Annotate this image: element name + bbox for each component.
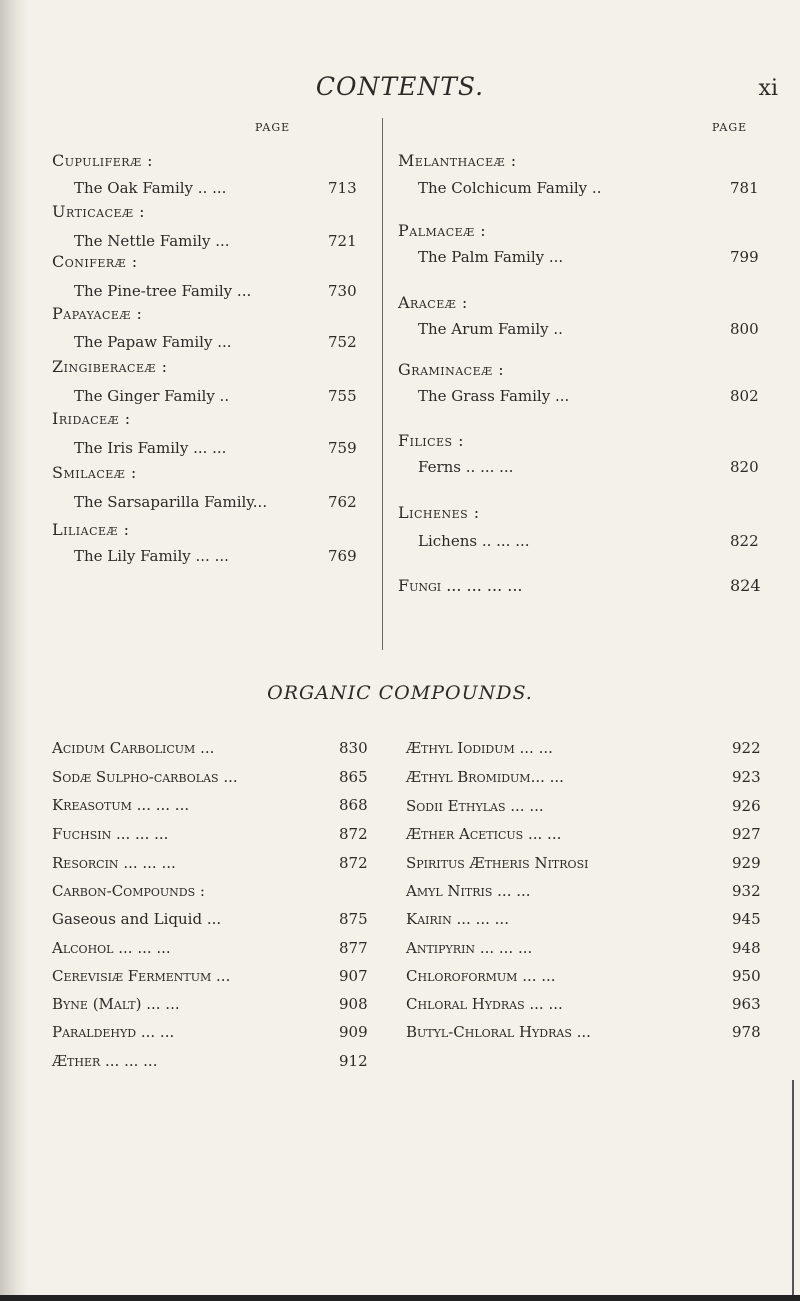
toc-entry [398,575,523,597]
toc-entry [52,937,171,959]
toc-entry-page: 929 [732,854,761,872]
toc-entry-label: The Sarsaparilla Family... [74,493,268,511]
toc-entry-page: 721 [328,232,357,250]
toc-entry [74,545,229,567]
toc-entry-label: The Iris Family ... ... [74,439,227,457]
toc-entry [406,908,509,930]
toc-entry [418,246,563,268]
toc-entry-label: Coniferæ : [52,252,138,271]
toc-entry-page: 912 [339,1052,368,1070]
toc-entry-page: 759 [328,439,357,457]
page-title: CONTENTS. [315,72,485,101]
page-header [0,72,800,112]
toc-entry-label: Antipyrin ... ... ... [406,939,533,957]
toc-entry-label: The Pine-tree Family ... [74,282,252,300]
toc-entry [74,331,232,353]
toc-entry [406,993,563,1015]
toc-entry-label: Resorcin ... ... ... [52,854,176,872]
toc-entry-label: The Palm Family ... [418,248,564,266]
toc-entry-label: The Papaw Family ... [74,333,232,351]
toc-entry-label: Iridaceæ : [52,409,131,428]
toc-entry-page: 945 [732,910,761,928]
toc-entry-label: Lichenes : [398,503,480,522]
toc-heading [398,150,517,172]
toc-entry [406,795,544,817]
toc-entry-page: 978 [732,1023,761,1041]
toc-entry-label: Alcohol ... ... ... [52,939,171,957]
toc-entry-page: 909 [339,1023,368,1041]
toc-entry-label: Lichens .. ... ... [418,532,530,550]
toc-entry [52,794,189,816]
toc-entry-label: Æthyl Bromidum... ... [406,768,564,786]
page-column-header-left: PAGE [255,121,291,134]
toc-entry [74,437,226,459]
toc-entry-page: 950 [732,967,761,985]
toc-entry-page: 752 [328,333,357,351]
toc-heading [52,462,137,484]
toc-entry-page: 908 [339,995,368,1013]
toc-entry-label: Cupuliferæ : [52,151,154,170]
toc-entry-page: 762 [328,493,357,511]
toc-entry [52,880,205,902]
toc-entry-page: 872 [339,854,368,872]
toc-entry-page: 907 [339,967,368,985]
toc-entry-label: Æthyl Iodidum ... ... [406,739,553,757]
toc-entry-label: Paraldehyd ... ... [52,1023,175,1041]
toc-entry-page: 802 [730,387,759,405]
toc-entry [406,737,553,759]
toc-heading [398,359,504,381]
toc-entry [52,823,168,845]
toc-entry-page: 820 [730,458,759,476]
toc-entry [52,737,214,759]
toc-entry-page: 822 [730,532,759,550]
toc-entry-page: 865 [339,768,368,786]
toc-entry [52,993,180,1015]
page-edge-line [792,1080,794,1300]
toc-heading [52,408,131,430]
toc-entry-label: Spiritus Ætheris Nitrosi [406,854,589,872]
toc-entry [418,385,569,407]
toc-entry-page: 875 [339,910,368,928]
toc-entry-label: The Ginger Family .. [74,387,230,405]
toc-entry [74,230,230,252]
toc-entry-page: 872 [339,825,368,843]
toc-entry-label: Palmaceæ : [398,221,487,240]
toc-entry-page: 800 [730,320,759,338]
toc-entry-label: Gaseous and Liquid ... [52,910,222,928]
toc-entry [74,491,267,513]
toc-entry-page: 926 [732,797,761,815]
toc-entry-page: 948 [732,939,761,957]
toc-entry [406,965,556,987]
toc-entry-label: Araceæ : [398,293,468,312]
toc-entry-page: 769 [328,547,357,565]
column-divider [382,118,383,650]
toc-heading [398,502,480,524]
toc-entry [74,385,229,407]
toc-entry-page: 927 [732,825,761,843]
toc-entry [52,766,238,788]
toc-entry [406,1021,591,1043]
toc-entry-label: Fuchsin ... ... ... [52,825,169,843]
toc-entry-page: 932 [732,882,761,900]
toc-entry-label: The Nettle Family ... [74,232,230,250]
toc-entry-label: Acidum Carbolicum ... [52,739,215,757]
toc-entry [406,766,564,788]
section-title: ORGANIC COMPOUNDS. [267,682,533,704]
toc-entry [52,1050,157,1072]
page-edge-shadow [0,0,28,1301]
toc-entry-label: Papayaceæ : [52,304,143,323]
toc-heading [52,303,142,325]
toc-entry-label: Sodii Ethylas ... ... [406,797,544,815]
toc-entry-page: 877 [339,939,368,957]
toc-heading [52,201,145,223]
toc-entry [418,177,601,199]
toc-heading [52,519,130,541]
toc-entry-page: 713 [328,179,357,197]
toc-entry [74,177,226,199]
page-column-header-right: PAGE [712,121,748,134]
toc-entry-page: 781 [730,179,759,197]
toc-heading [398,292,468,314]
toc-entry-page: 824 [730,576,761,595]
toc-entry-label: Zingiberaceæ : [52,357,168,376]
toc-entry [406,880,531,902]
toc-heading [52,356,168,378]
toc-entry-label: Cerevisiæ Fermentum ... [52,967,231,985]
toc-entry-page: 799 [730,248,759,266]
toc-entry [52,1021,174,1043]
toc-entry-label: Æther ... ... ... [52,1052,158,1070]
toc-entry-label: The Grass Family ... [418,387,570,405]
toc-entry-label: Kairin ... ... ... [406,910,509,928]
toc-entry-label: Chloroformum ... ... [406,967,556,985]
toc-entry-label: Amyl Nitris ... ... [406,882,531,900]
toc-entry [74,280,251,302]
toc-entry [52,852,176,874]
page-number: xi [758,76,778,101]
page-bottom-border [0,1295,800,1301]
toc-entry-page: 730 [328,282,357,300]
toc-entry-label: Smilaceæ : [52,463,137,482]
toc-entry [52,965,230,987]
toc-entry-label: Sodæ Sulpho-carbolas ... [52,768,238,786]
toc-entry-label: Æther Aceticus ... ... [406,825,562,843]
toc-entry-label: Filices : [398,431,465,450]
toc-entry-page: 868 [339,796,368,814]
toc-heading [398,430,464,452]
toc-entry [418,530,530,552]
toc-heading [398,220,486,242]
toc-entry-label: Urticaceæ : [52,202,146,221]
toc-entry-label: Ferns .. ... ... [418,458,514,476]
toc-entry-label: Graminaceæ : [398,360,505,379]
toc-entry-label: Butyl-Chloral Hydras ... [406,1023,591,1041]
toc-entry-label: Chloral Hydras ... ... [406,995,563,1013]
toc-entry-page: 963 [732,995,761,1013]
toc-entry-label: The Lily Family ... ... [74,547,229,565]
toc-entry-label: Byne (Malt) ... ... [52,995,180,1013]
toc-entry-page: 755 [328,387,357,405]
toc-entry-label: Kreasotum ... ... ... [52,796,190,814]
toc-entry-label: Fungi ... ... ... ... [398,576,523,595]
toc-entry-page: 830 [339,739,368,757]
toc-entry [418,456,513,478]
toc-entry [406,937,532,959]
toc-entry-label: Melanthaceæ : [398,151,517,170]
toc-entry-label: The Oak Family .. ... [74,179,227,197]
toc-entry-page: 922 [732,739,761,757]
toc-entry-page: 923 [732,768,761,786]
toc-heading [52,251,138,273]
toc-entry [406,823,561,845]
toc-entry [30,908,221,930]
toc-entry-label: The Arum Family .. [418,320,563,338]
toc-entry-label: The Colchicum Family .. [418,179,602,197]
toc-heading [52,150,153,172]
toc-entry [406,852,588,874]
toc-entry [418,318,563,340]
toc-entry-label: Liliaceæ : [52,520,130,539]
toc-entry-label: Carbon-Compounds : [52,882,205,900]
